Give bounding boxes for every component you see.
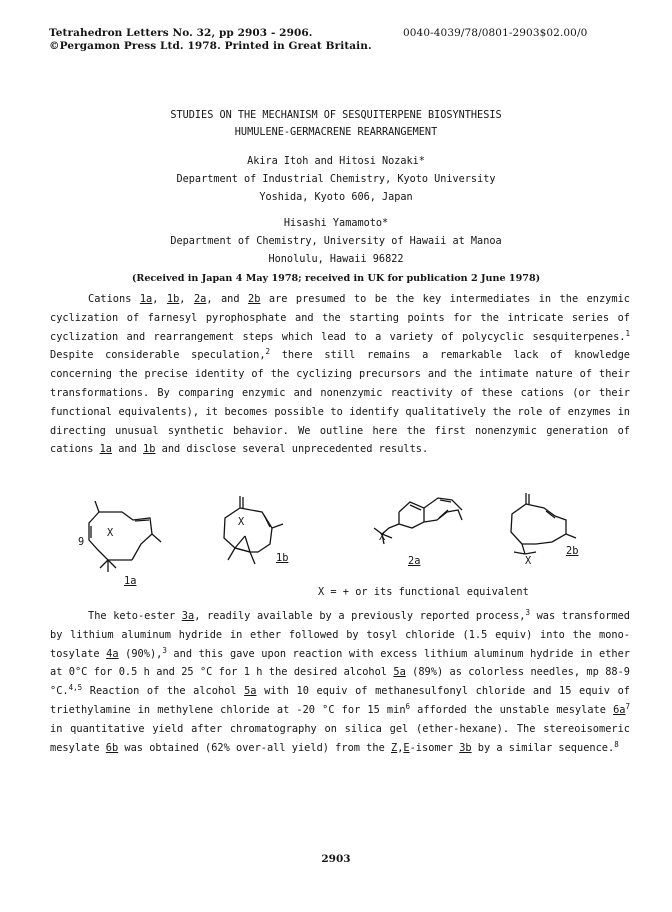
paragraph-synthesis: The keto-ester 3a, readily available by a previously reported process,$^3$ was transformed by lithium aluminum hydride in ether followed by tosyl chloride (1.5 equiv) into the mono-tosylate 4a (90%),$^3$ and this gave upon reaction with excess lithium aluminum hydride in ether at 0°C for 0.5 h and 25 °C for 1 h the desired alcohol 5a (89%) as colorless needles, mp 88-9 °C.$^{4,5}$ Reaction of the alcohol 5a with 10 equiv of methanesulfonyl chloride and 15 equiv of triethylamine in methylene chloride at -20 °C for 15 $\min^6$ afforded the unstable mesylate $6a^7$ in quantitative yield after chromatography on silica gel (ether-hexane). The stereoisomeric mesylate 6b was obtained (62% over-all yield) from the Z,E-isomer 3b by a similar sequence.$^8$ [50,608,630,754]
label-1b: 1b [276,552,289,564]
structure-2a [374,498,462,544]
label-x-2a: X [379,531,386,543]
label-x-1a: X [107,527,114,539]
label-2b: 2b [566,545,579,557]
paragraph-intro: Cations 1a, 1b, 2a, and 2b are presumed to be the key intermediates in the enzymic cyclization of farnesyl pyrophosphate and the starting points for the intricate series of cyclization and rearrangement steps which lead to a variety of polycyclic sesquiterpenes.$^1$ Despite considerable speculation,$^2$ there still remains a remarkable lack of knowledge concerning the precise identity of the cyclizing precursors and the intimate nature of their transformations. By comparing enzymic and nonenzymic reactivity of these cations (or their functional equivalents), it becomes possible to identify qualitatively the role of enzymes in directing unusual synthetic behavior. We outline here the first nonenzymic generation of cations 1a and 1b and disclose several unprecedented results. [50,293,630,456]
address-1: Yoshida, Kyoto 606, Japan [259,192,413,203]
label-2a: 2a [408,555,421,567]
label-1a: 1a [124,575,137,587]
title-line-1: STUDIES ON THE MECHANISM OF SESQUITERPENE BIOSYNTHESIS [170,110,502,121]
author-names-2: Hisashi Yamamoto* [283,218,389,229]
received-dates: (Received in Japan 4 May 1978; received in UK for publication 2 June 1978) [131,273,541,284]
structures-figure [0,488,672,598]
publisher-line: ©Pergamon Press Ltd. 1978. Printed in Great Britain. [49,40,372,52]
page-number: 2903 [321,853,351,865]
address-2: Honolulu, Hawaii 96822 [268,254,404,265]
author-names-1: Akira Itoh and Hitosi Nozaki* [247,156,425,167]
structure-1b [224,496,283,564]
structure-1a [89,501,161,572]
label-position-9: 9 [78,536,85,548]
affiliation-1: Department of Industrial Chemistry, Kyoto University [176,174,496,185]
label-x-2b: X [525,555,532,567]
article-code: 0040-4039/78/0801-2903$02.00/0 [403,27,588,39]
journal-citation: Tetrahedron Letters No. 32, pp 2903 - 2906. [49,27,313,39]
figure-caption: X = + or its functional equivalent [318,586,529,598]
label-x-1b: X [238,516,245,528]
title-line-2: HUMULENE-GERMACRENE REARRANGEMENT [234,127,438,138]
affiliation-2: Department of Chemistry, University of Hawaii at Manoa [170,236,502,247]
